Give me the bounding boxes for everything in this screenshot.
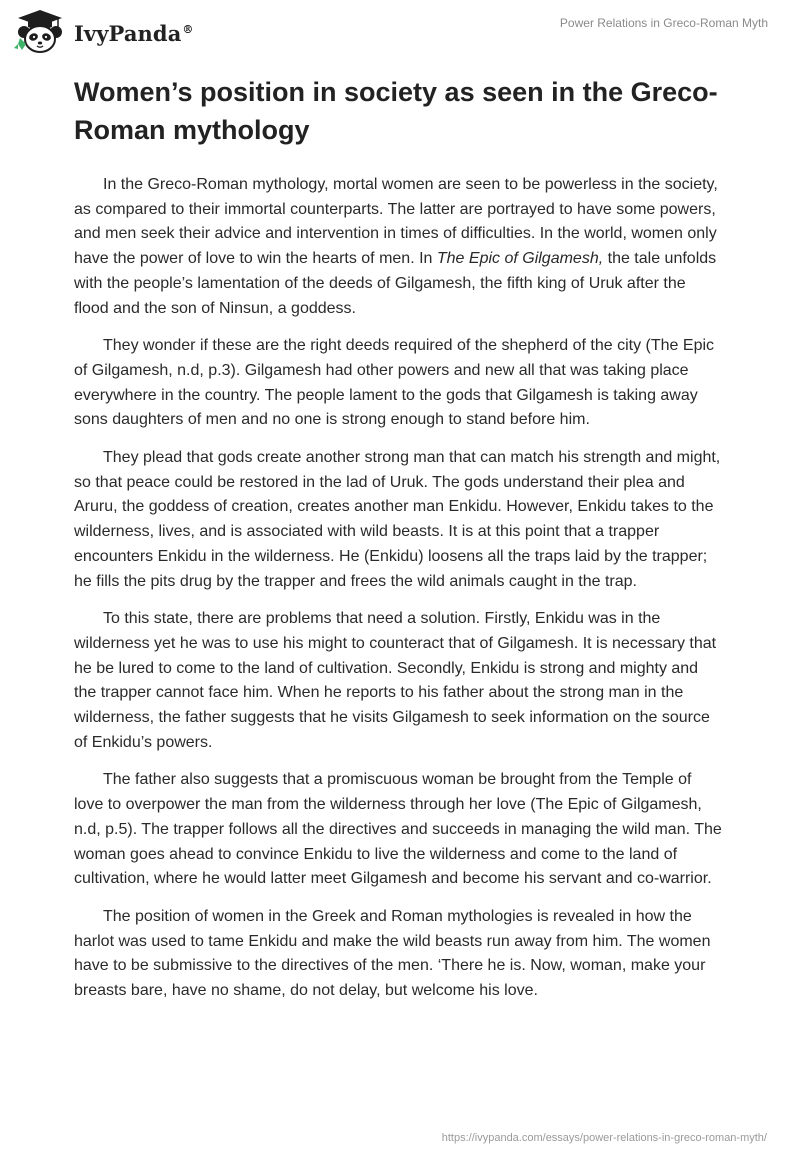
panda-graduate-icon bbox=[14, 8, 66, 54]
book-title-italic: The Epic of Gilgamesh, bbox=[436, 250, 604, 268]
logo-text: IvyPanda® bbox=[74, 20, 194, 46]
paragraph-5: The father also suggests that a promiscuous woman be brought from the Temple of love to overpower the man from the wilderness through her love (The Epic of Gilgamesh, n.d, p.5). The trapper follows all the directives and succeeds in managing the wild man. The woman goes ahead to convince Enkidu to live the wilderness and come to the land of cultivation, where he would latter meet Gilgamesh and become his servant and co-warrior. bbox=[74, 771, 722, 888]
paragraph-4: To this state, there are problems that need a solution. Firstly, Enkidu was in the wilderness yet he was to use his might to counteract that of Gilgamesh. It is necessary that he be lured to come to the land of cultivation. Secondly, Enkidu is strong and mighty and the trapper cannot face him. When he reports to his father about the strong man in the wilderness, the father suggests that he visits Gilgamesh to seek information on the source of Enkidu’s powers. bbox=[74, 610, 717, 751]
paragraph-6: The position of women in the Greek and Roman mythologies is revealed in how the harlot was used to tame Enkidu and make the wild beasts run away from him. The women have to be submissive to the directives of the men. ‘There he is. Now, woman, make your breasts bare, have no shame, do not delay, but welcome his love. bbox=[74, 907, 711, 1000]
page-header bbox=[0, 0, 800, 60]
paragraph-3: They plead that gods create another strong man that can match his strength and might, so that peace could be restored in the lad of Uruk. The gods understand their plea and Aruru, the goddess of creation, creates another man Enkidu. However, Enkidu takes to the wilderness, lives, and is associated with wild beasts. It is at this point that a trapper encounters Enkidu in the wilderness. He (Enkidu) loosens all the traps laid by the trapper; he fills the pits drug by the trapper and frees the wild animals caught in the trap. bbox=[74, 449, 721, 590]
paragraph-2: They wonder if these are the right deeds required of the shepherd of the city (The Epic of Gilgamesh, n.d, p.3). Gilgamesh had other powers and new all that was taking place everywhere in the country. The people lament to the gods that Gilgamesh is taking away sons daughters of men and no one is strong enough to stand before him. bbox=[74, 337, 715, 429]
source-url-link[interactable]: https://ivypanda.com/essays/power-relations-in-greco-roman-myth/ bbox=[441, 1132, 767, 1144]
article-body bbox=[74, 173, 724, 1017]
document-title: Power Relations in Greco-Roman Myth bbox=[559, 16, 768, 30]
article-heading: Women’s position in society as seen in the Greco-Roman mythology bbox=[74, 77, 718, 145]
paragraph-1: In the Greco-Roman mythology, mortal women are seen to be powerless in the society, as compared to their immortal counterparts. The latter are portrayed to have some powers, and men seek their advice and intervention in times of difficulties. In the world, women only have the power of love to win the hearts of men. In The Epic of Gilgamesh, the tale unfolds with the people’s lamentation of the deeds of Gilgamesh, the fifth king of Uruk after the flood and the son of Ninsun, a goddess. bbox=[74, 176, 718, 317]
site-logo[interactable] bbox=[14, 8, 194, 54]
